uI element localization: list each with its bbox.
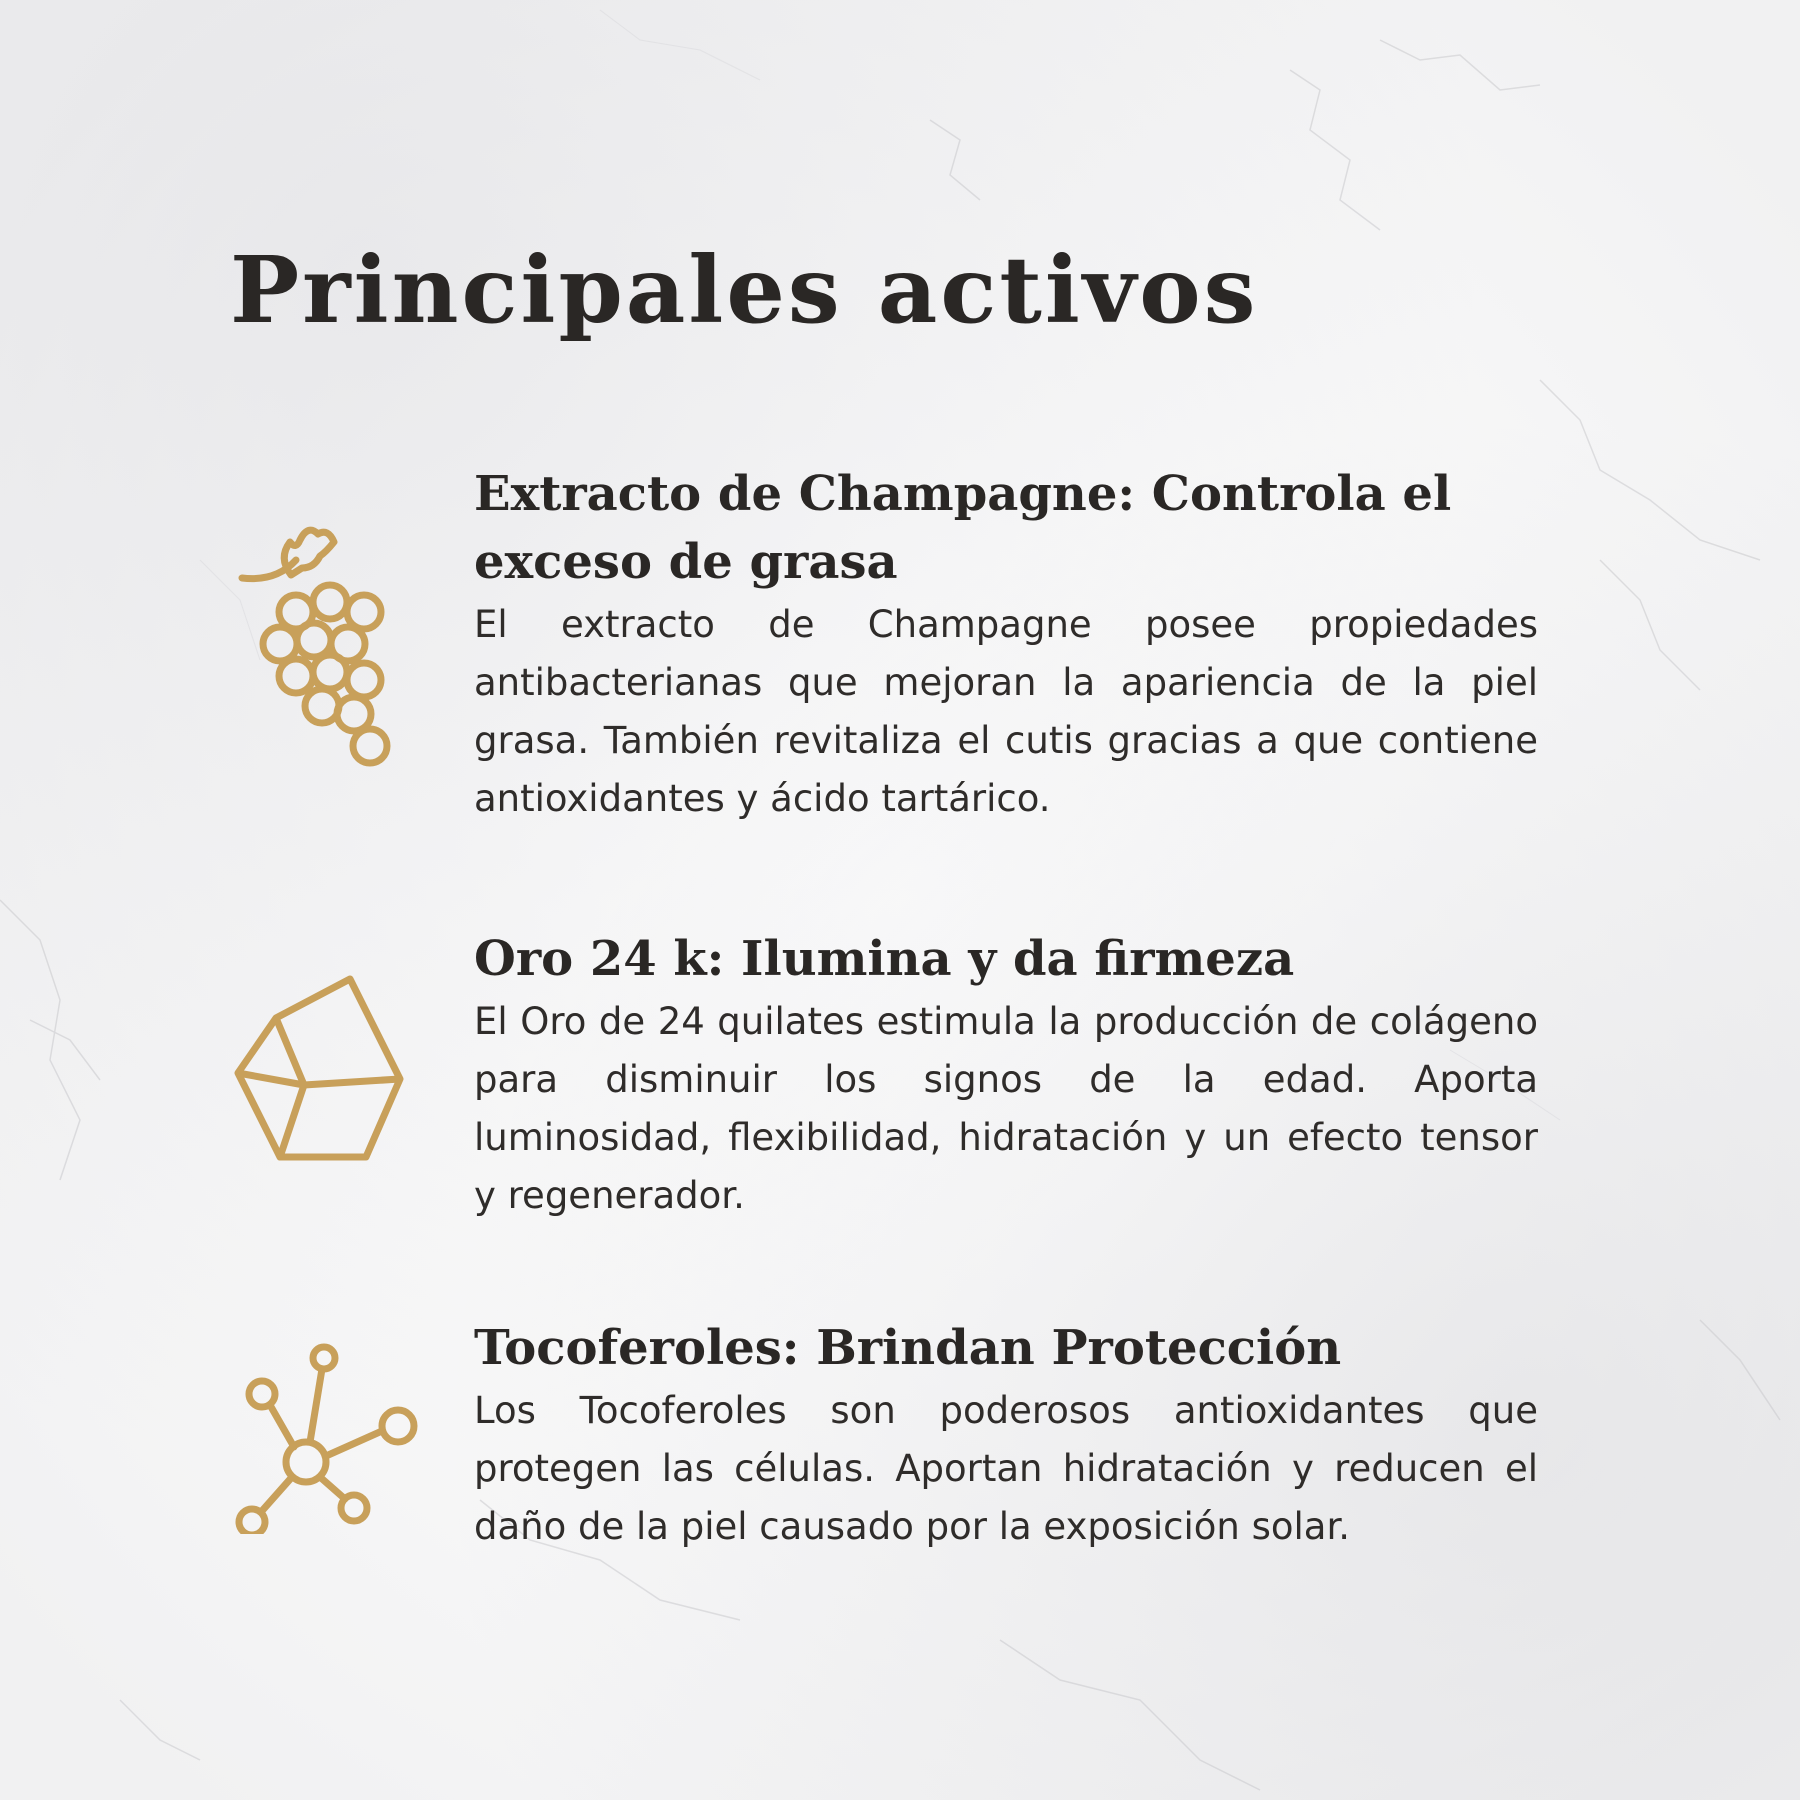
item-title: Oro 24 k: Ilumina y da firmeza — [474, 931, 1295, 987]
page-title: Principales activos — [230, 236, 1259, 344]
item-text — [474, 460, 1538, 828]
item-description: El Oro de 24 quilates estimula la producción de colágeno para disminuir los signos de la edad. Aporta luminosidad, flexibilidad, hidratación y un efecto tensor y regenerador. — [474, 1000, 1538, 1217]
item-text — [474, 1314, 1538, 1556]
item-description: Los Tocoferoles son poderosos antioxidantes que protegen las células. Aportan hidratación y reducen el daño de la piel causado por la exposición solar. — [474, 1389, 1538, 1548]
gold-nugget-icon — [234, 973, 409, 1163]
molecule-icon — [232, 1334, 422, 1534]
item-title: Extracto de Champagne: Controla el exceso de grasa — [474, 466, 1452, 590]
grapes-icon — [236, 520, 406, 790]
item-title: Tocoferoles: Brindan Protección — [474, 1320, 1342, 1376]
item-text — [474, 925, 1538, 1225]
item-description: El extracto de Champagne posee propiedades antibacterianas que mejoran la apariencia de la piel grasa. También revitaliza el cutis gracias a que contiene antioxidantes y ácido tartárico. — [474, 603, 1538, 820]
